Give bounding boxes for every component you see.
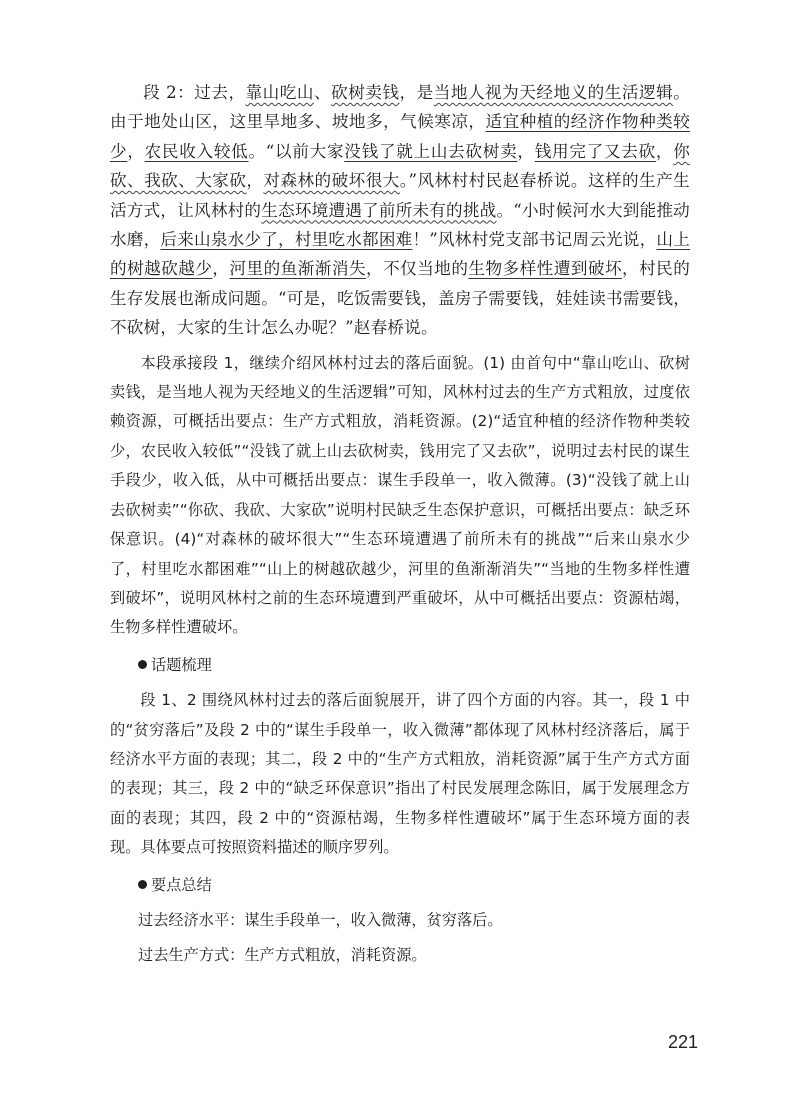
underlined-phrase: 农民收入较低 <box>144 141 249 161</box>
wavy-underlined-phrase: 生态环境遭遇了前所未有的挑战 <box>261 200 497 220</box>
source-text: ， <box>212 259 230 279</box>
underlined-phrase: 生物多样性遭到破坏 <box>468 259 623 279</box>
topic-heading-text: 话题梳理 <box>151 655 212 674</box>
source-text: 。“小时候河水大到能推动水磨， <box>110 200 690 250</box>
underlined-phrase: 适宜种植的经济作物种类较少 <box>110 112 690 161</box>
wavy-underlined-phrase: 你砍、我砍、大家砍 <box>110 141 690 191</box>
source-text: 。“以前大家 <box>248 141 345 161</box>
summary-heading-text: 要点总结 <box>151 875 212 894</box>
underlined-phrase: 山上的树越砍越少 <box>110 230 691 279</box>
summary-line-1: 过去经济水平：谋生手段单一，收入微薄，贫穷落后。 <box>138 910 503 929</box>
topic-heading <box>110 651 690 680</box>
analysis-paragraph: 本段承接段 1，继续介绍风林村过去的落后面貌。(1) 由首句中“靠山吃山、砍树卖钱，是当地人视为天经地义的生活逻辑”可知，风林村过去的生产方式粗放，过度依赖资源，可概括出要点：生产方式粗放，消耗资源。(2)“适宜种植的经济作物种类较少，农民收入较低”“没钱了就上山去砍树卖，钱用完了又去砍”，说明过去村民的谋生手段少，收入低，从中可概括出要点：谋生手段单一，收入微薄。(3)“没钱了就上山去砍树卖”“你砍、我砍、大家砍”说明村民缺乏生态保护意识，可概括出要点：缺乏环保意识。(4)“对森林的破坏很大”“生态环境遭遇了前所未有的挑战”“后来山泉水少了，村里吃水都困难”“山上的树越砍越少，河里的鱼渐渐消失”“当地的生物多样性遭到破坏”，说明风林村之前的生态环境遭到严重破坏，从中可概括出要点：资源枯竭，生物多样性遭破坏。 <box>110 353 690 637</box>
source-text: ，不仅当地的 <box>366 259 469 279</box>
source-text: ！”风林村党支部书记周云光说， <box>412 230 657 250</box>
source-text: ，是 <box>399 83 434 102</box>
wavy-underlined-phrase: 当地人视为天经地义的生活逻辑 <box>433 83 674 102</box>
source-text: ， <box>127 141 145 161</box>
wavy-underlined-phrase: 砍树卖钱 <box>331 83 400 102</box>
source-text: ， <box>655 141 674 161</box>
page-number: 221 <box>668 1032 699 1052</box>
page-content <box>110 78 690 971</box>
underlined-phrase: 后来山泉水少了，村里吃水都困难 <box>160 230 413 250</box>
source-text: ， <box>246 171 264 191</box>
source-text: 。由于地处山区，这里旱地多、坡地多，气候寒凉， <box>110 83 690 132</box>
summary-heading <box>110 871 690 900</box>
bullet-icon <box>138 880 147 889</box>
topic-paragraph: 段 1、2 围绕风林村过去的落后面貌展开，讲了四个方面的内容。其一，段 1 中的“贫穷落后”及段 2 中的“谋生手段单一，收入微薄”都体现了风林村经济落后，属于经济水平方面的表现；其二，段 2 中的“生产方式粗放，消耗资源”属于生产方式方面的表现；其三，段 2 中的“缺乏环保意识”指出了村民发展理念陈旧，属于发展理念方面的表现；其四，段 2 中的“资源枯竭，生物多样性遭破坏”属于生态环境方面的表现。具体要点可按照资料描述的顺序罗列。 <box>110 691 690 857</box>
summary-line-2: 过去生产方式：生产方式粗放，消耗资源。 <box>138 946 427 965</box>
source-paragraph <box>110 78 690 343</box>
source-text: 、 <box>313 83 332 102</box>
source-text: 段 2：过去， <box>143 83 246 102</box>
source-text: ，村民的生存发展也渐成问题。“可是，吃饭需要钱，盖房子需要钱，娃娃读书需要钱，不砍树，大家的生计怎么办呢？”赵春桥说。 <box>110 259 691 338</box>
source-text: 。”风林村村民赵春桥说。这样的生产生活方式，让风林村的 <box>110 171 690 220</box>
underlined-phrase: 河里的鱼渐渐消失 <box>229 259 367 279</box>
wavy-underlined-phrase: 靠山吃山 <box>245 83 314 102</box>
source-text: ， <box>517 141 535 161</box>
underlined-phrase: 钱用完了又去砍 <box>534 141 656 161</box>
bullet-icon <box>138 660 147 669</box>
underlined-phrase: 没钱了就上山去砍树卖 <box>344 141 518 161</box>
wavy-underlined-phrase: 对森林的破坏很大 <box>263 171 400 191</box>
